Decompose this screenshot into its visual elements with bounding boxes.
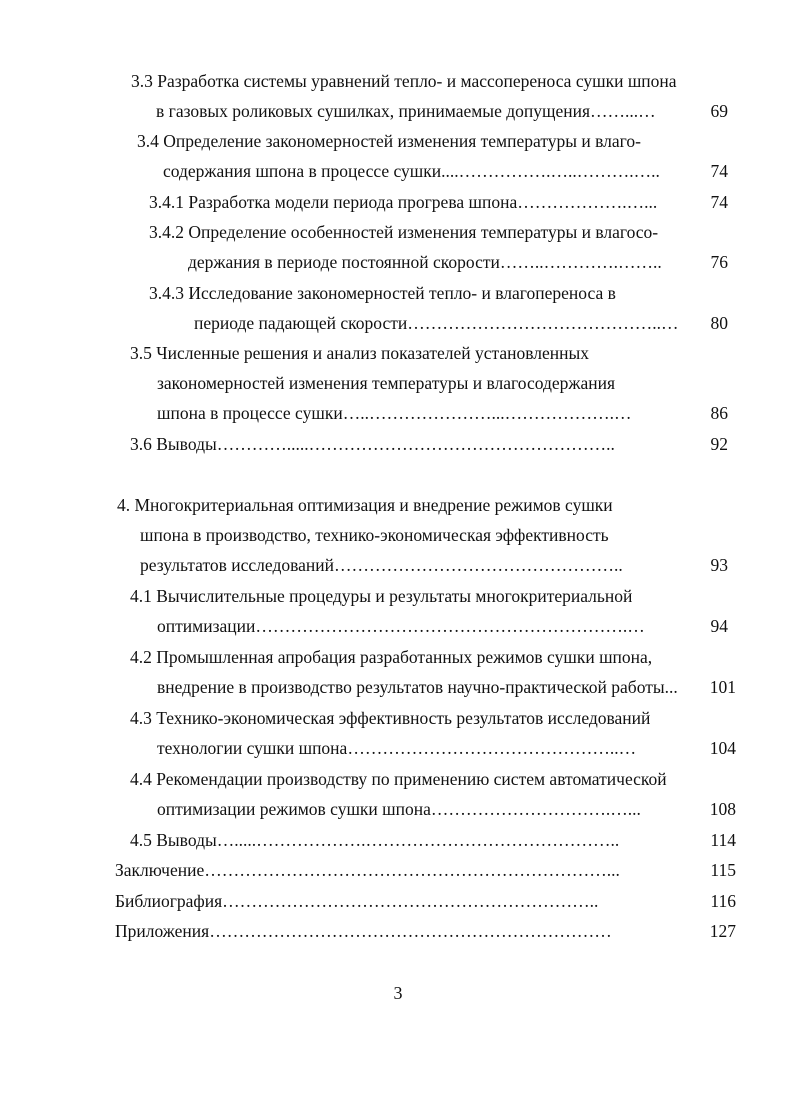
toc-entry-line: держания в периоде постоянной скорости……..………….…….. bbox=[188, 252, 662, 272]
toc-entry-line: 3.4.3 Исследование закономерностей тепло- и влагопереноса в bbox=[149, 283, 616, 303]
toc-entry-page: 94 bbox=[710, 616, 728, 636]
toc-entry-page: 86 bbox=[710, 403, 728, 423]
toc-entry-line: 4. Многокритериальная оптимизация и внедрение режимов сушки bbox=[117, 495, 613, 515]
toc-entry-line: технологии сушки шпона………………………………………..… bbox=[157, 738, 637, 758]
toc-entry-page: 80 bbox=[710, 313, 728, 333]
toc-entry-line: 3.5 Численные решения и анализ показателей установленных bbox=[130, 343, 590, 363]
toc-entry-line: 3.4.1 Разработка модели периода прогрева шпона……………….…... bbox=[149, 192, 658, 212]
toc-entry-page: 104 bbox=[709, 738, 736, 758]
toc-entry-line: 4.1 Вычислительные процедуры и результаты многокритериальной bbox=[130, 586, 633, 606]
toc-entry-page: 74 bbox=[710, 192, 728, 212]
toc-entry-line: периоде падающей скорости……………………………………..… bbox=[194, 313, 679, 333]
toc-entry-line: содержания шпона в процессе сушки....…………….…..……….….. bbox=[163, 161, 660, 181]
toc-entry-line: 3.3 Разработка системы уравнений тепло- и массопереноса сушки шпона bbox=[131, 71, 677, 91]
toc-entry-line: 3.6 Выводы………….....…………………………………………….. bbox=[130, 434, 615, 454]
toc-entry-line: 4.2 Промышленная апробация разработанных режимов сушки шпона, bbox=[130, 647, 653, 667]
toc-entry-line: 4.4 Рекомендации производству по применению систем автоматической bbox=[130, 769, 667, 789]
toc-entry-page: 101 bbox=[709, 677, 736, 697]
toc-entry-line: результатов исследований………………………………………….. bbox=[140, 555, 623, 575]
toc-entry-line: 3.4 Определение закономерностей изменения температуры и влаго- bbox=[137, 131, 641, 151]
toc-entry-page: 74 bbox=[710, 161, 728, 181]
toc-entry-line: 3.4.2 Определение особенностей изменения температуры и влагосо- bbox=[149, 222, 659, 242]
toc-entry-page: 92 bbox=[710, 434, 728, 454]
toc-entry-line: шпона в производство, технико-экономическая эффективность bbox=[140, 525, 609, 545]
toc-entry-line: 4.3 Технико-экономическая эффективность результатов исследований bbox=[130, 708, 651, 728]
toc-entry-page: 76 bbox=[710, 252, 728, 272]
toc-entry-line: Заключение……………………………………………………………... bbox=[115, 860, 620, 880]
toc-entry-page: 127 bbox=[709, 921, 736, 941]
toc-entry-page: 93 bbox=[710, 555, 728, 575]
toc-entry-line: в газовых роликовых сушилках, принимаемые допущения……...… bbox=[156, 101, 656, 121]
toc-entry-line: Приложения…………………………………………………………… bbox=[115, 921, 612, 941]
toc-entry-line: шпона в процессе сушки…..…………………...……………….… bbox=[157, 403, 632, 423]
toc-entry-line: закономерностей изменения температуры и влагосодержания bbox=[157, 373, 616, 393]
toc-entry-page: 69 bbox=[710, 101, 728, 121]
toc-entry-line: внедрение в производство результатов научно-практической работы... bbox=[157, 677, 678, 697]
toc-entry-page: 114 bbox=[710, 830, 736, 850]
toc-entry-page: 115 bbox=[710, 860, 736, 880]
page-number: 3 bbox=[393, 983, 403, 1003]
toc-entry-line: Библиография……………………………………………………….. bbox=[115, 891, 599, 911]
toc-entry-line: оптимизации режимов сушки шпона………………………….…... bbox=[157, 799, 641, 819]
toc-entry-page: 108 bbox=[709, 799, 736, 819]
toc-entry-page: 116 bbox=[710, 891, 736, 911]
toc-entry-line: оптимизации……………………………………………………….… bbox=[157, 616, 645, 636]
toc-entry-line: 4.5 Выводы….....……………….…………………………………….. bbox=[130, 830, 620, 850]
